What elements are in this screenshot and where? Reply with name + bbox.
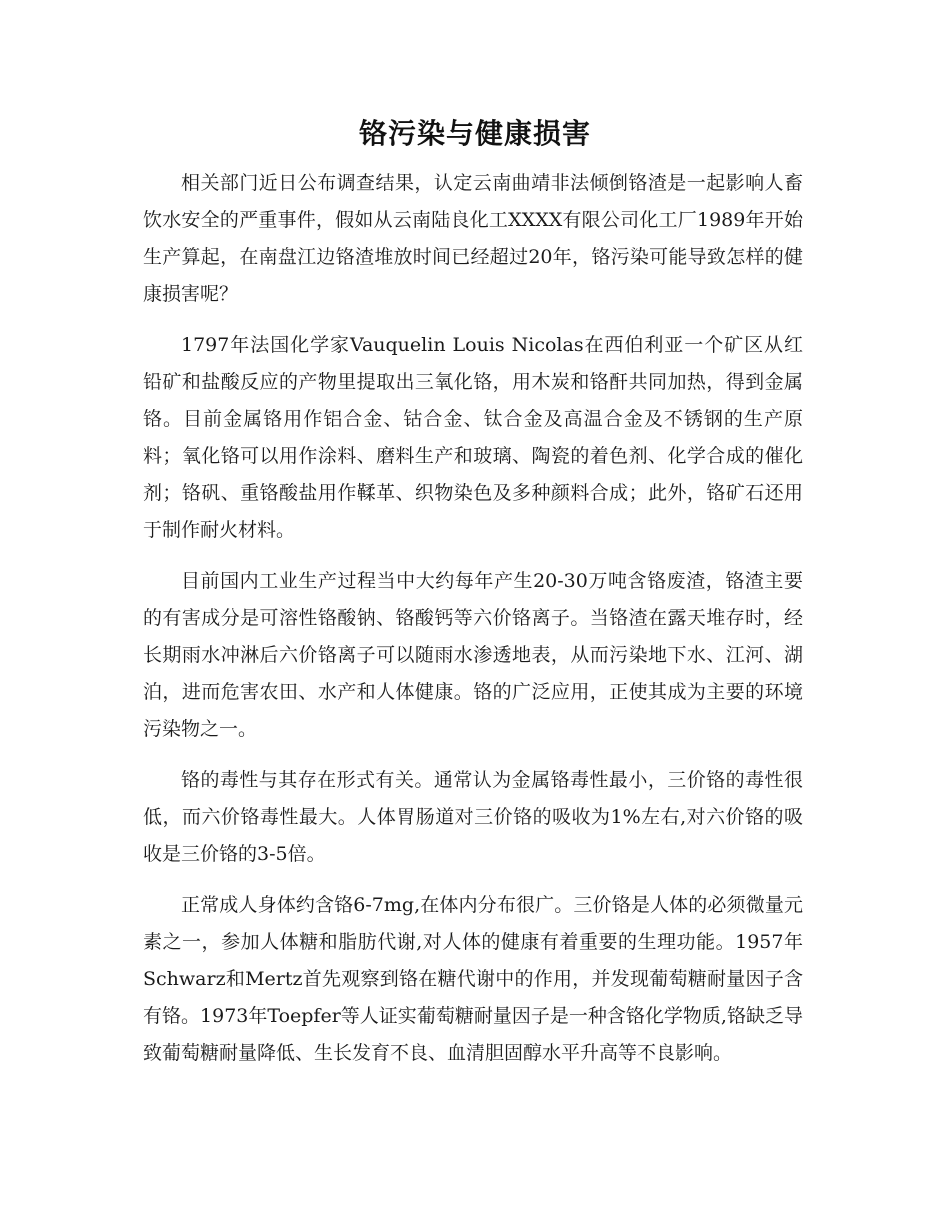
paragraph-5: 正常成人身体约含铬6-7mg,在体内分布很广。三价铬是人体的必须微量元素之一，参加人体糖和脂肪代谢,对人体的健康有着重要的生理功能。1957年Schwarz和Mertz首先观察到铬在糖代谢中的作用，并发现葡萄糖耐量因子含有铬。1973年Toepfer等人证实葡萄糖耐量因子是一种含铬化学物质,铬缺乏导致葡萄糖耐量降低、生长发育不良、血清胆固醇水平升高等不良影响。 — [143, 894, 803, 1064]
paragraph-4: 铬的毒性与其存在形式有关。通常认为金属铬毒性最小，三价铬的毒性很低，而六价铬毒性最大。人体胃肠道对三价铬的吸收为1%左右,对六价铬的吸收是三价铬的3-5倍。 — [143, 769, 803, 865]
document-title: 铬污染与健康损害 — [358, 117, 591, 150]
document-body — [143, 165, 803, 1086]
paragraph-2: 1797年法国化学家Vauquelin Louis Nicolas在西伯利亚一个矿区从红铅矿和盐酸反应的产物里提取出三氧化铬，用木炭和铬酐共同加热，得到金属铬。目前金属铬用作铝合金、钴合金、钛合金及高温合金及不锈钢的生产原料；氧化铬可以用作涂料、磨料生产和玻璃、陶瓷的着色剂、化学合成的催化剂；铬矾、重铬酸盐用作鞣革、织物染色及多种颜料合成；此外，铬矿石还用于制作耐火材料。 — [143, 334, 803, 541]
paragraph-1: 相关部门近日公布调查结果，认定云南曲靖非法倾倒铬渣是一起影响人畜饮水安全的严重事件，假如从云南陆良化工XXXX有限公司化工厂1989年开始生产算起，在南盘江边铬渣堆放时间已经超过20年，铬污染可能导致怎样的健康损害呢？ — [143, 172, 803, 305]
paragraph-3: 目前国内工业生产过程当中大约每年产生20-30万吨含铬废渣，铬渣主要的有害成分是可溶性铬酸钠、铬酸钙等六价铬离子。当铬渣在露天堆存时，经长期雨水冲淋后六价铬离子可以随雨水渗透地表，从而污染地下水、江河、湖泊，进而危害农田、水产和人体健康。铬的广泛应用，正使其成为主要的环境污染物之一。 — [143, 570, 803, 740]
